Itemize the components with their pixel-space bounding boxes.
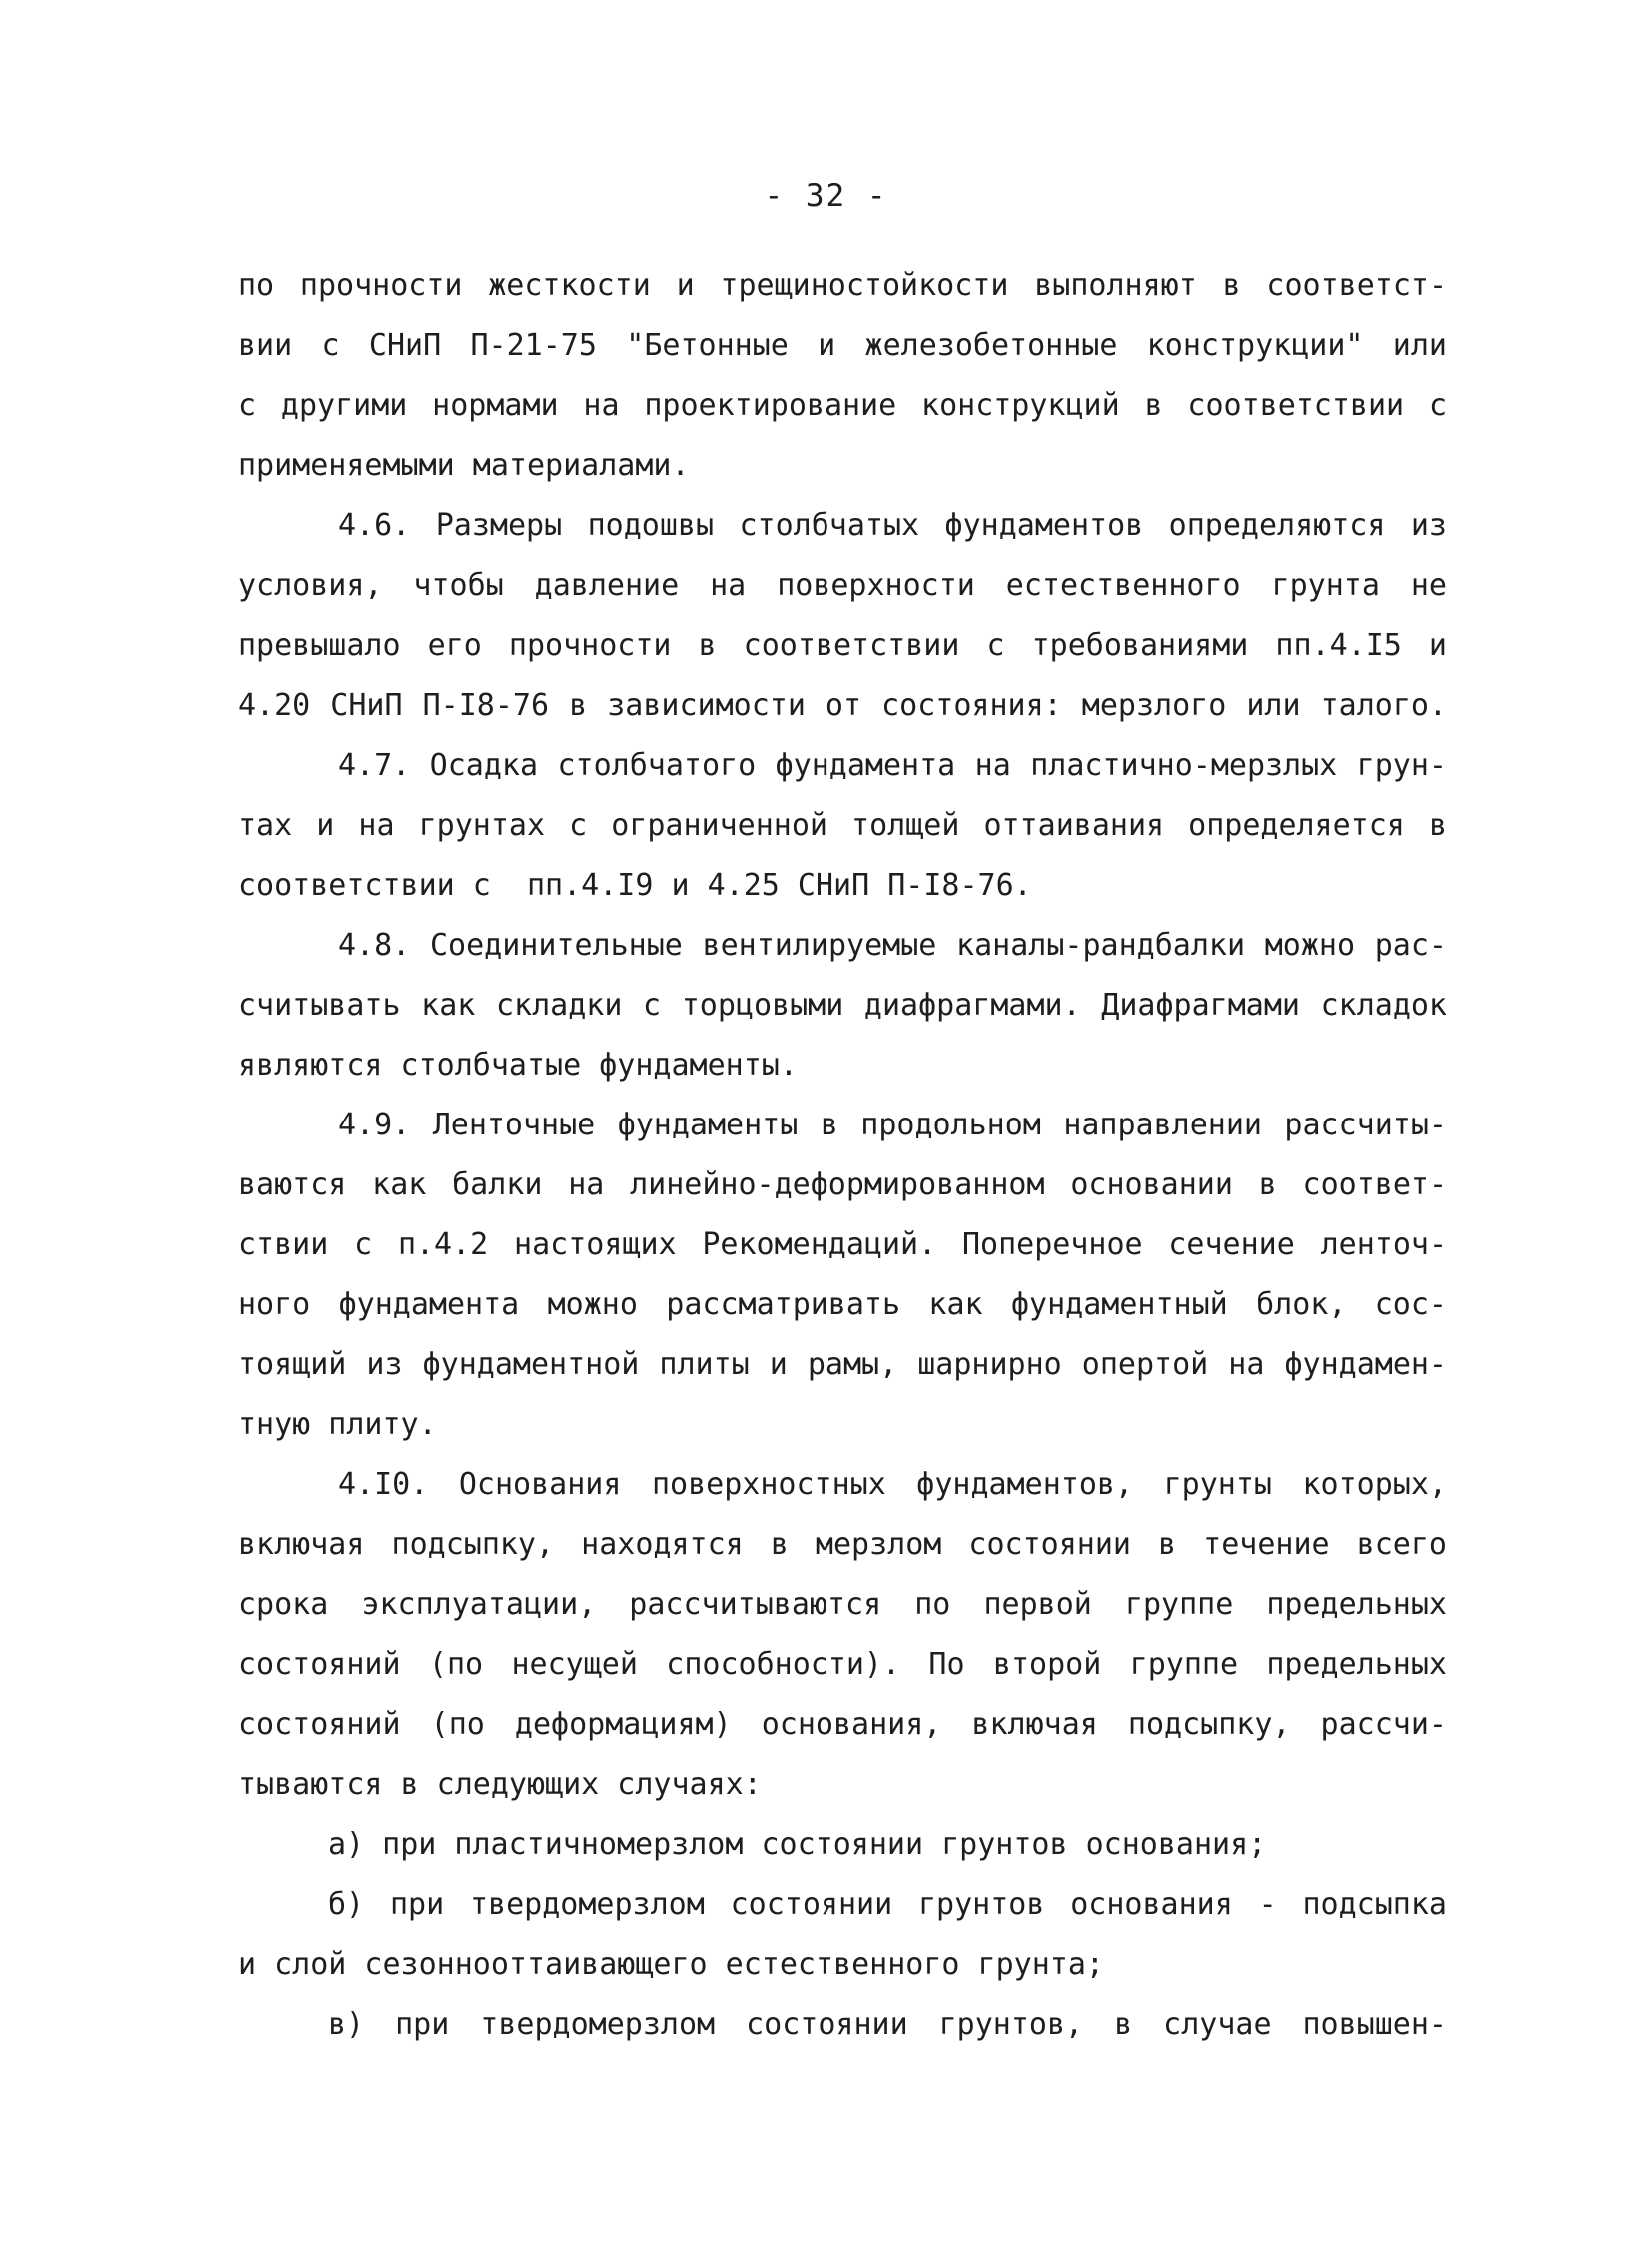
paragraph-start-4-6: 4.6. Размеры подошвы столбчатых фундаментов определяются из <box>338 508 1447 543</box>
text-line: вии с СНиП П-21-75 "Бетонные и железобетонные конструкции" или <box>238 328 1447 363</box>
document-body <box>238 256 1447 2055</box>
text-line: тоящий из фундаментной плиты и рамы, шарнирно опертой на фундамен- <box>238 1347 1447 1382</box>
text-line: превышало его прочности в соответствии с требованиями пп.4.I5 и <box>238 628 1447 663</box>
list-item-a: а) при пластичномерзлом состоянии грунтов основания; <box>328 1827 1267 1862</box>
text-line: 4.20 СНиП П-I8-76 в зависимости от состояния: мерзлого или талого. <box>238 688 1447 723</box>
text-line: тную плиту. <box>238 1407 437 1442</box>
text-line: считывать как складки с торцовыми диафрагмами. Диафрагмами складок <box>238 988 1447 1023</box>
text-line: тываются в следующих случаях: <box>238 1767 762 1802</box>
paragraph-start-4-9: 4.9. Ленточные фундаменты в продольном направлении рассчиты- <box>338 1108 1447 1142</box>
paragraph-start-4-10: 4.I0. Основания поверхностных фундаментов, грунты которых, <box>338 1467 1447 1502</box>
list-item-c: в) при твердомерзлом состоянии грунтов, в случае повышен- <box>328 2007 1447 2042</box>
text-line: по прочности жесткости и трещиностойкости выполняют в соответст- <box>238 268 1447 303</box>
paragraph-start-4-7: 4.7. Осадка столбчатого фундамента на пластично-мерзлых грун- <box>338 748 1447 783</box>
list-item-b: б) при твердомерзлом состоянии грунтов основания - подсыпка <box>328 1887 1447 1922</box>
text-line: включая подсыпку, находятся в мерзлом состоянии в течение всего <box>238 1527 1447 1562</box>
text-line: условия, чтобы давление на поверхности естественного грунта не <box>238 568 1447 603</box>
text-line: срока эксплуатации, рассчитываются по первой группе предельных <box>238 1587 1447 1622</box>
text-line: ствии с п.4.2 настоящих Рекомендаций. Поперечное сечение ленточ- <box>238 1227 1447 1262</box>
text-line: являются столбчатые фундаменты. <box>238 1048 798 1083</box>
text-line: применяемыми материалами. <box>238 448 690 483</box>
text-line: и слой сезоннооттаивающего естественного грунта; <box>238 1947 1104 1982</box>
text-line: тах и на грунтах с ограниченной толщей оттаивания определяется в <box>238 808 1447 843</box>
text-line: ваются как балки на линейно-деформированном основании в соответ- <box>238 1167 1447 1202</box>
text-line: состояний (по деформациям) основания, включая подсыпку, рассчи- <box>238 1707 1447 1742</box>
text-line: ного фундамента можно рассматривать как фундаментный блок, сос- <box>238 1287 1447 1322</box>
text-line: соответствии с пп.4.I9 и 4.25 СНиП П-I8-76. <box>238 868 1032 903</box>
page-number: - 32 - <box>764 178 888 214</box>
paragraph-start-4-8: 4.8. Соединительные вентилируемые каналы-рандбалки можно рас- <box>338 928 1447 963</box>
text-line: состояний (по несущей способности). По второй группе предельных <box>238 1647 1447 1682</box>
text-line: с другими нормами на проектирование конструкций в соответствии с <box>238 388 1447 423</box>
